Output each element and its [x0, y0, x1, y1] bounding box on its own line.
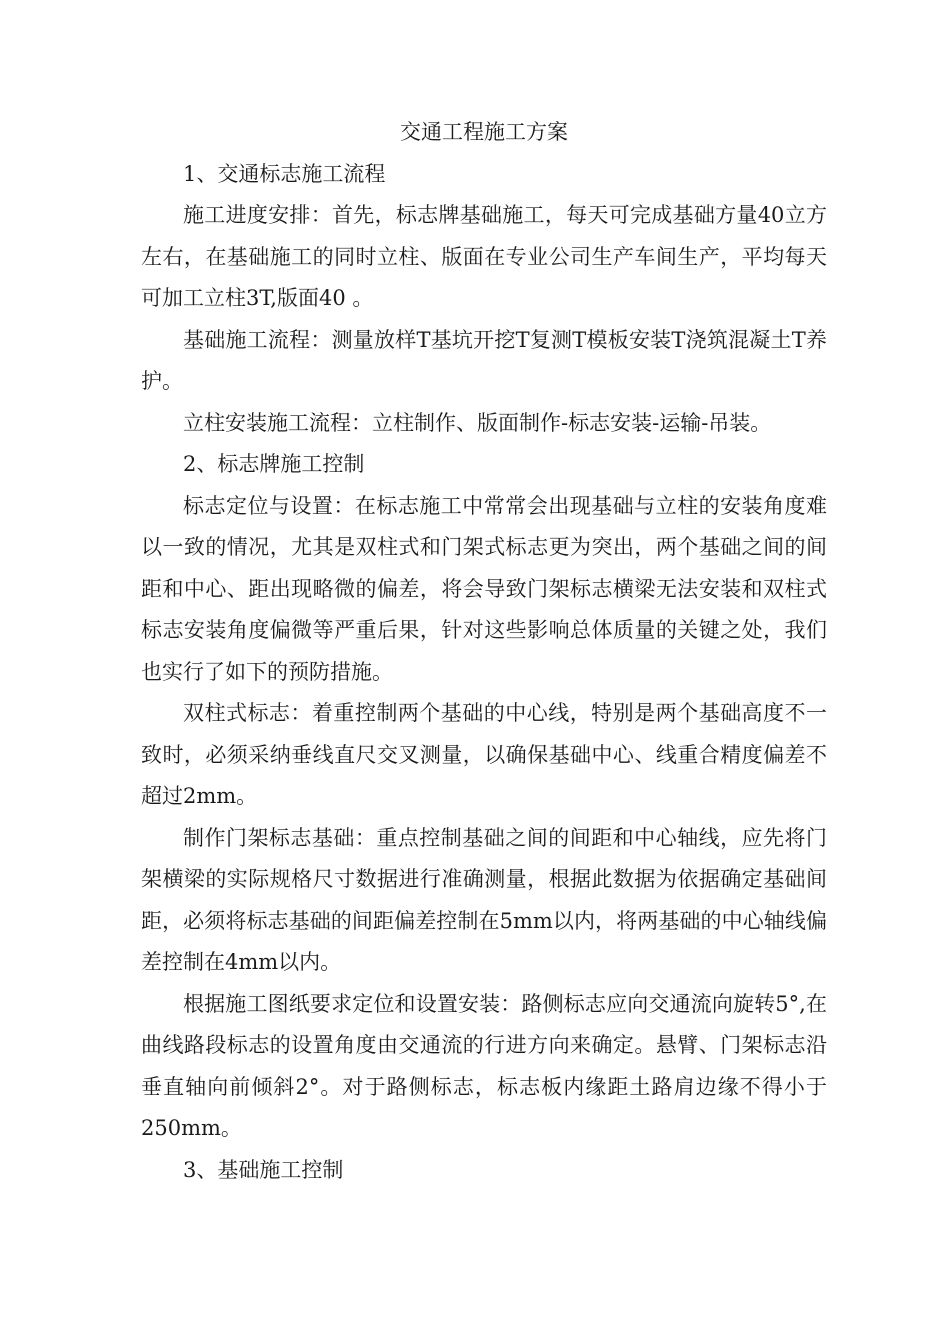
paragraph-double-column: 双柱式标志：着重控制两个基础的中心线，特别是两个基础高度不一致时，必须采纳垂线直尺交叉测量，以确保基础中心、线重合精度偏差不超过2mm。 [141, 701, 827, 808]
paragraph-schedule: 施工进度安排：首先，标志牌基础施工，每天可完成基础方量40立方左右，在基础施工的同时立柱、版面在专业公司生产车间生产，平均每天可加工立柱3T,版面40 。 [141, 203, 827, 310]
document-title: 交通工程施工方案 [400, 120, 568, 144]
paragraph-column-process: 立柱安装施工流程：立柱制作、版面制作-标志安装-运输-吊装。 [183, 410, 772, 435]
paragraph-positioning: 标志定位与设置：在标志施工中常常会出现基础与立柱的安装角度难以一致的情况，尤其是双柱式和门架式标志更为突出，两个基础之间的间距和中心、距出现略微的偏差，将会导致门架标志横梁无法安装和双柱式标志安装角度偏微等严重后果，针对这些影响总体质量的关键之处，我们也实行了如下的预防措施。 [141, 493, 827, 684]
paragraph-foundation-process: 基础施工流程：测量放样T基坑开挖T复测T模板安装T浇筑混凝土T养护。 [141, 327, 827, 393]
paragraph-gantry-foundation: 制作门架标志基础：重点控制基础之间的间距和中心轴线，应先将门架横梁的实际规格尺寸数据进行准确测量，根据此数据为依据确定基础间距，必须将标志基础的间距偏差控制在5mm以内，将两基础的中心轴线偏差控制在4mm以内。 [141, 825, 827, 974]
paragraph-installation: 根据施工图纸要求定位和设置安装：路侧标志应向交通流向旋转5°,在曲线路段标志的设置角度由交通流的行进方向来确定。悬臂、门架标志沿垂直轴向前倾斜2°。对于路侧标志，标志板内缘距土路肩边缘不得小于250mm。 [141, 991, 827, 1140]
section-heading-3: 3、基础施工控制 [183, 1157, 344, 1182]
document-body [141, 112, 827, 1191]
section-heading-1: 1、交通标志施工流程 [183, 161, 386, 186]
section-heading-2: 2、标志牌施工控制 [183, 452, 365, 476]
